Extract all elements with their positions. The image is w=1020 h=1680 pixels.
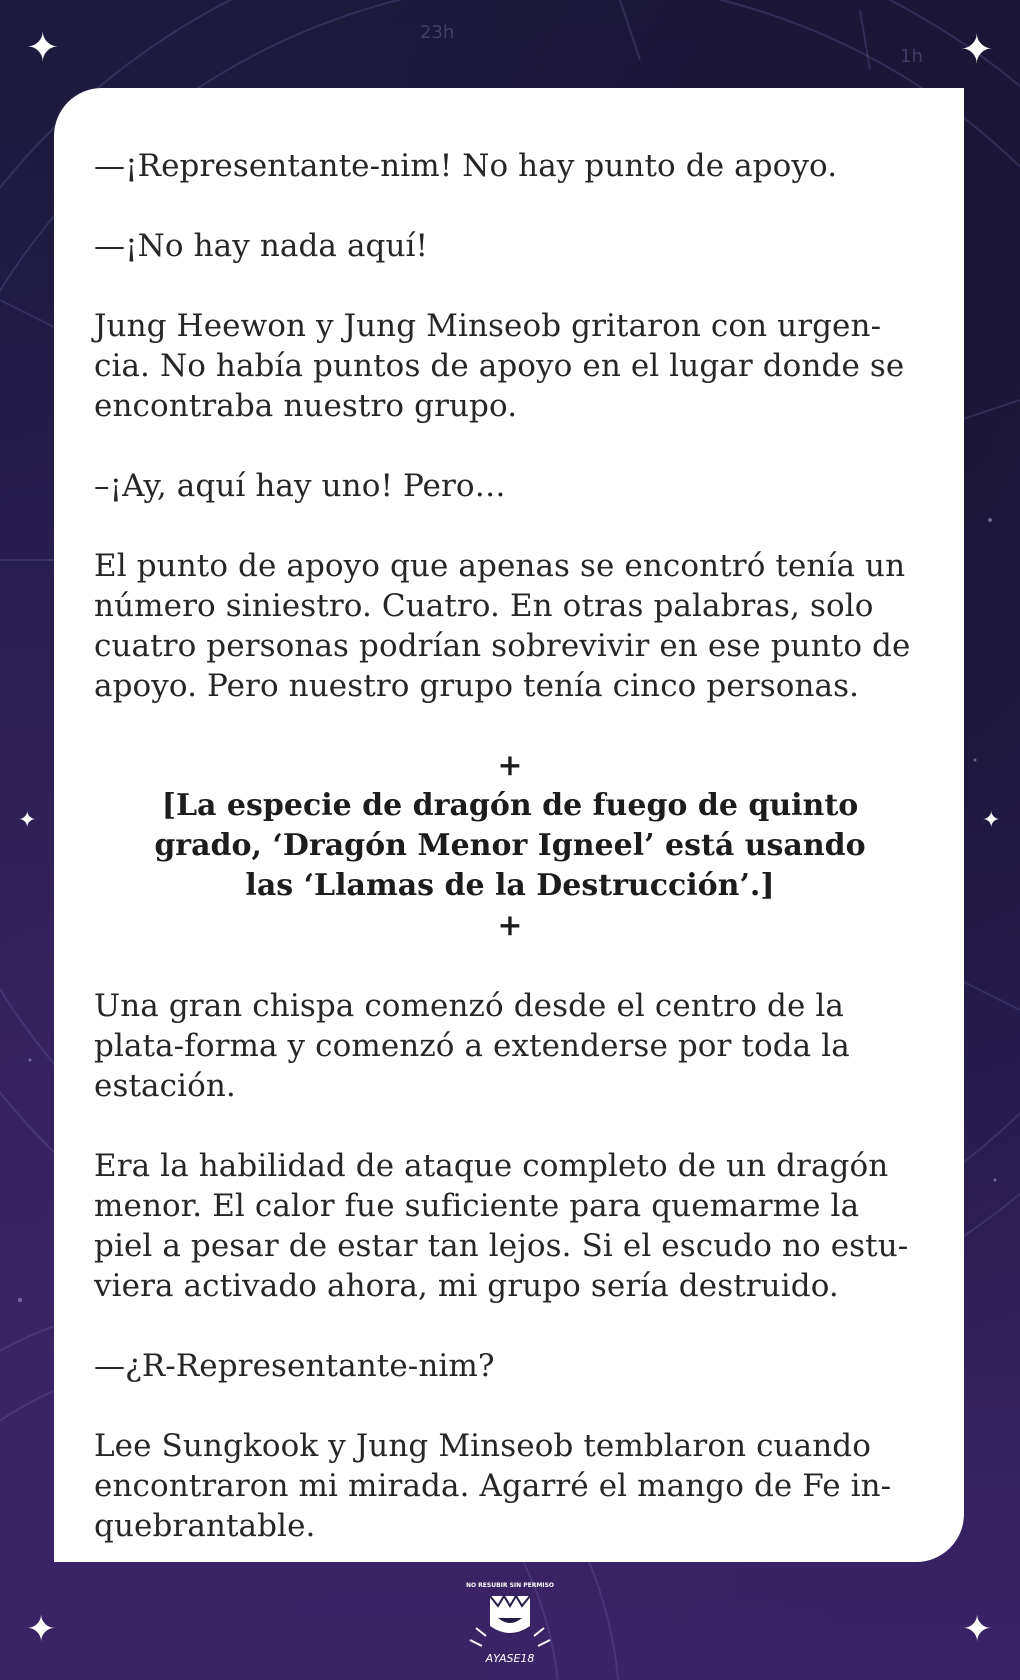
system-message-plus: + [497, 908, 523, 943]
system-message-line: [La especie de dragón de fuego de quinto [161, 788, 859, 823]
paragraph: —¡Representante-nim! No hay punto de apoyo. [94, 148, 838, 184]
paragraph: Lee Sungkook y Jung Minseob temblaron cuando encontraron mi mirada. Agarré el mango de Fe in-quebrantable. [94, 1428, 892, 1544]
sparkle-icon: ✦ [26, 25, 60, 71]
paragraph: Una gran chispa comenzó desde el centro de la plata-forma y comenzó a extenderse por toda la estación. [94, 988, 850, 1104]
system-message-plus: + [497, 748, 523, 783]
sparkle-icon: ✦ [18, 808, 37, 833]
paragraph: —¿R-Representante-nim? [94, 1348, 495, 1384]
bg-hour-label: 1h [900, 46, 923, 67]
paragraph: Era la habilidad de ataque completo de un dragón menor. El calor fue suficiente para quemarme la piel a pesar de estar tan lejos. Si el escudo no estu-viera activado ahora, mi grupo sería destruido. [94, 1148, 909, 1304]
sparkle-icon: ✦ [962, 1609, 993, 1650]
system-message [94, 746, 926, 946]
system-message-line: grado, ‘Dragón Menor Igneel’ está usando [154, 828, 866, 863]
watermark-logo [450, 1578, 570, 1668]
paragraph: El punto de apoyo que apenas se encontró tenía un número siniestro. Cuatro. En otras palabras, solo cuatro personas podrían sobrevivir en ese punto de apoyo. Pero nuestro grupo tenía cinco personas. [94, 548, 911, 704]
logo-signature: AYASE18 [485, 1652, 535, 1665]
sparkle-icon: ✦ [26, 1609, 57, 1650]
bg-hour-label: 23h [420, 22, 455, 43]
text-card [54, 88, 964, 1562]
sparkle-icon: ✦ [982, 808, 1001, 833]
logo-top-text: NO RESUBIR SIN PERMISO [465, 1582, 555, 1589]
system-message-line: las ‘Llamas de la Destrucción’.] [245, 868, 775, 903]
paragraph: Jung Heewon y Jung Minseob gritaron con urgen-cia. No había puntos de apoyo en el lugar donde se encontraba nuestro grupo. [94, 308, 905, 424]
paragraph: —¡No hay nada aquí! [94, 228, 429, 264]
sparkle-icon: ✦ [960, 27, 994, 73]
paragraph: –¡Ay, aquí hay uno! Pero… [94, 468, 506, 504]
